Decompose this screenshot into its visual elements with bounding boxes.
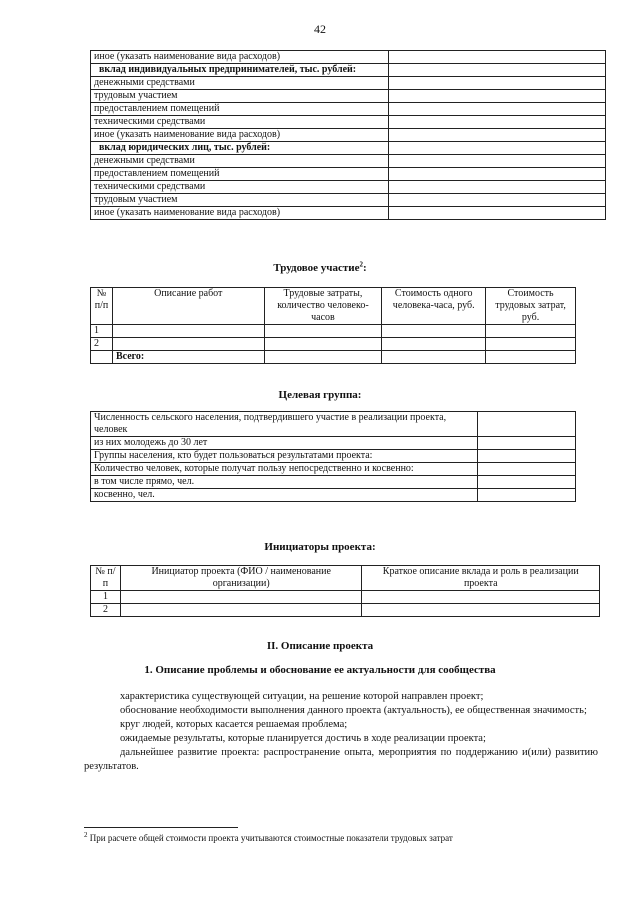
value-cell[interactable] [388, 207, 605, 220]
footnote-divider [84, 827, 238, 828]
footnote-marker: 2 [84, 831, 88, 839]
row-label: трудовым участием [91, 90, 389, 103]
value-cell[interactable] [264, 338, 382, 351]
table-row [91, 489, 576, 502]
table-row [91, 325, 576, 338]
row-label: предоставлением помещений [91, 103, 389, 116]
value-cell[interactable] [382, 338, 486, 351]
row-label: техническими средствами [91, 116, 389, 129]
table-row [91, 437, 576, 450]
value-cell[interactable] [362, 591, 600, 604]
table-row [91, 591, 600, 604]
row-label: техническими средствами [91, 181, 389, 194]
page-number: 42 [314, 22, 326, 36]
row-number: 1 [91, 591, 121, 604]
table-row [91, 51, 606, 64]
row-number: 1 [91, 325, 113, 338]
total-row [91, 351, 576, 364]
value-cell[interactable] [478, 463, 576, 476]
value-cell[interactable] [382, 351, 486, 364]
table-row [91, 103, 606, 116]
column-header: № п/п [91, 288, 113, 325]
row-label: трудовым участием [91, 194, 389, 207]
row-label: иное (указать наименование вида расходов) [91, 207, 389, 220]
total-label: Всего: [112, 351, 264, 364]
row-label: иное (указать наименование вида расходов) [91, 129, 389, 142]
row-label: денежными средствами [91, 155, 389, 168]
labor-title-text: Трудовое участие [273, 262, 360, 274]
table-row [91, 181, 606, 194]
table-row [91, 207, 606, 220]
value-cell[interactable] [388, 155, 605, 168]
value-cell[interactable] [388, 142, 605, 155]
table-row [91, 450, 576, 463]
value-cell[interactable] [388, 103, 605, 116]
header-row [91, 288, 576, 325]
row-label: Количество человек, которые получат пользу непосредственно и косвенно: [91, 463, 478, 476]
table-row [91, 476, 576, 489]
value-cell[interactable] [120, 604, 362, 617]
table-row [91, 155, 606, 168]
section-title: II. Описание проекта [266, 640, 374, 652]
section-subtitle: 1. Описание проблемы и обоснование ее актуальности для сообщества [144, 664, 496, 676]
value-cell[interactable] [388, 51, 605, 64]
description-item: дальнейшее развитие проекта: распространение опыта, мероприятия по поддержанию и(или) развитию результатов. [84, 747, 598, 772]
value-cell[interactable] [388, 181, 605, 194]
description-item: характеристика существующей ситуации, на решение которой направлен проект; [120, 691, 484, 702]
value-cell[interactable] [486, 351, 576, 364]
table-row [91, 129, 606, 142]
value-cell[interactable] [478, 412, 576, 437]
value-cell[interactable] [388, 64, 605, 77]
row-number: 2 [91, 604, 121, 617]
value-cell[interactable] [478, 489, 576, 502]
row-label: косвенно, чел. [91, 489, 478, 502]
value-cell[interactable] [478, 450, 576, 463]
value-cell[interactable] [264, 351, 382, 364]
table-row [91, 116, 606, 129]
target-section-title: Целевая группа: [278, 389, 362, 401]
description-list [84, 690, 598, 774]
column-header: Стоимость одного человека-часа, руб. [382, 288, 486, 325]
row-label: из них молодежь до 30 лет [91, 437, 478, 450]
table-row [91, 194, 606, 207]
value-cell[interactable] [388, 129, 605, 142]
labor-table [90, 287, 576, 364]
value-cell[interactable] [486, 325, 576, 338]
value-cell[interactable] [388, 116, 605, 129]
table-row [91, 168, 606, 181]
header-row [91, 566, 600, 591]
footnote [84, 833, 453, 843]
empty-cell [91, 351, 113, 364]
labor-title-suffix: : [363, 262, 367, 274]
row-number: 2 [91, 338, 113, 351]
description-item: круг людей, которых касается решаемая проблема; [120, 719, 348, 730]
value-cell[interactable] [382, 325, 486, 338]
table-row [91, 64, 606, 77]
table-row [91, 604, 600, 617]
row-label: вклад индивидуальных предпринимателей, тыс. рублей: [91, 64, 389, 77]
labor-section-title [0, 262, 640, 274]
value-cell[interactable] [120, 591, 362, 604]
row-label: предоставлением помещений [91, 168, 389, 181]
value-cell[interactable] [486, 338, 576, 351]
value-cell[interactable] [264, 325, 382, 338]
table-row [91, 90, 606, 103]
initiators-section-title: Инициаторы проекта: [264, 541, 376, 553]
table-row [91, 142, 606, 155]
footnote-text: При расчете общей стоимости проекта учитываются стоимостные показатели трудовых затрат [89, 833, 453, 843]
row-label: Группы населения, кто будет пользоваться результатами проекта: [91, 450, 478, 463]
row-label: Численность сельского населения, подтвердившего участие в реализации проекта, человек [91, 412, 478, 437]
target-table [90, 411, 576, 502]
description-item: обоснование необходимости выполнения данного проекта (актуальность), ее общественная значимость; [120, 705, 587, 716]
table-row [91, 463, 576, 476]
value-cell[interactable] [388, 77, 605, 90]
row-label: иное (указать наименование вида расходов) [91, 51, 389, 64]
initiators-table [90, 565, 600, 617]
value-cell[interactable] [362, 604, 600, 617]
row-label: вклад юридических лиц, тыс. рублей: [91, 142, 389, 155]
value-cell[interactable] [388, 194, 605, 207]
column-header: Стоимость трудовых затрат, руб. [486, 288, 576, 325]
value-cell[interactable] [112, 325, 264, 338]
row-label: в том числе прямо, чел. [91, 476, 478, 489]
value-cell[interactable] [478, 437, 576, 450]
footnote-ref: 2 [359, 260, 364, 269]
contributions-table [90, 50, 606, 220]
row-label: денежными средствами [91, 77, 389, 90]
value-cell[interactable] [478, 476, 576, 489]
table-row [91, 338, 576, 351]
column-header: № п/п [91, 566, 121, 591]
table-row [91, 77, 606, 90]
column-header: Описание работ [112, 288, 264, 325]
column-header: Трудовые затраты, количество человеко-часов [264, 288, 382, 325]
value-cell[interactable] [388, 168, 605, 181]
column-header: Краткое описание вклада и роль в реализации проекта [362, 566, 600, 591]
value-cell[interactable] [112, 338, 264, 351]
value-cell[interactable] [388, 90, 605, 103]
description-item: ожидаемые результаты, которые планируется достичь в ходе реализации проекта; [120, 733, 486, 744]
column-header: Инициатор проекта (ФИО / наименование организации) [120, 566, 362, 591]
table-row [91, 412, 576, 437]
